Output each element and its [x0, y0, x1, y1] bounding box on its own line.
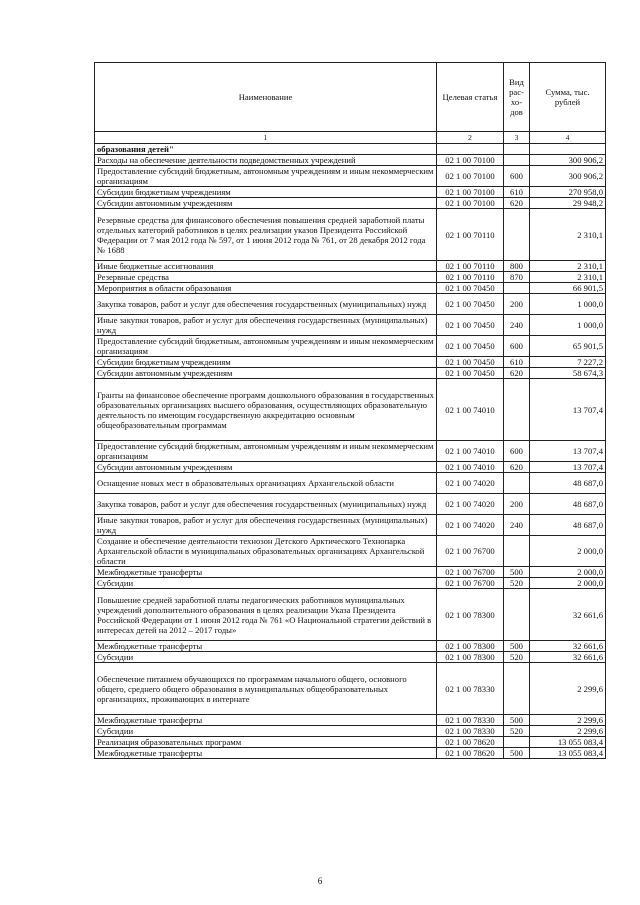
row-sum-cell: 58 674,3 — [530, 368, 606, 379]
row-sum-cell: 13 707,4 — [530, 379, 606, 441]
row-kind-cell: 520 — [504, 652, 530, 663]
row-name-cell: Иные бюджетные ассигнования — [95, 261, 437, 272]
row-code-cell — [437, 144, 504, 155]
table-row — [95, 567, 606, 578]
row-code-cell: 02 1 00 76700 — [437, 578, 504, 589]
table-row — [95, 209, 606, 261]
row-code-cell: 02 1 00 70100 — [437, 187, 504, 198]
row-sum-cell: 48 687,0 — [530, 515, 606, 536]
table-row — [95, 536, 606, 567]
row-name-cell: Закупка товаров, работ и услуг для обеспечения государственных (муниципальных) нужд — [95, 494, 437, 515]
row-name-cell: Субсидии автономным учреждениям — [95, 198, 437, 209]
row-kind-cell: 610 — [504, 187, 530, 198]
column-number: 4 — [530, 132, 606, 144]
row-name-cell: Межбюджетные трансферты — [95, 715, 437, 726]
table-row — [95, 336, 606, 357]
row-sum-cell: 48 687,0 — [530, 473, 606, 494]
table-row — [95, 144, 606, 155]
row-name-cell: Резервные средства — [95, 272, 437, 283]
table-row — [95, 473, 606, 494]
row-name-cell: Межбюджетные трансферты — [95, 748, 437, 759]
row-name-cell: Субсидии бюджетным учреждениям — [95, 357, 437, 368]
row-name-cell: Иные закупки товаров, работ и услуг для обеспечения государственных (муниципальных) нужд — [95, 315, 437, 336]
table-row — [95, 187, 606, 198]
table-row — [95, 294, 606, 315]
row-kind-cell: 240 — [504, 315, 530, 336]
row-kind-cell: 600 — [504, 441, 530, 462]
header-code: Целевая статья — [437, 63, 504, 132]
row-name-cell: Межбюджетные трансферты — [95, 641, 437, 652]
table-row — [95, 166, 606, 187]
row-kind-cell — [504, 209, 530, 261]
row-sum-cell: 2 299,6 — [530, 663, 606, 715]
row-code-cell: 02 1 00 70450 — [437, 368, 504, 379]
row-sum-cell: 13 055 083,4 — [530, 737, 606, 748]
table-row — [95, 652, 606, 663]
row-name-cell: Предоставление субсидий бюджетным, автономным учреждениям и иным некоммерческим организациям — [95, 336, 437, 357]
row-code-cell: 02 1 00 74020 — [437, 473, 504, 494]
row-sum-cell: 2 310,1 — [530, 272, 606, 283]
row-sum-cell: 7 227,2 — [530, 357, 606, 368]
row-kind-cell — [504, 379, 530, 441]
row-code-cell: 02 1 00 70450 — [437, 336, 504, 357]
row-kind-cell: 200 — [504, 294, 530, 315]
row-kind-cell: 520 — [504, 578, 530, 589]
row-code-cell: 02 1 00 74010 — [437, 379, 504, 441]
row-kind-cell: 620 — [504, 368, 530, 379]
row-name-cell: Обеспечение питанием обучающихся по программам начального общего, основного общего, среднего общего образования в муниципальных общеобразовательных организациях, проживающих в интернате — [95, 663, 437, 715]
header-name: Наименование — [95, 63, 437, 132]
table-row — [95, 198, 606, 209]
row-name-cell: Закупка товаров, работ и услуг для обеспечения государственных (муниципальных) нужд — [95, 294, 437, 315]
row-name-cell: Повышение средней заработной платы педагогических работников муниципальных учреждений дополнительного образования в целях реализации Указа Президента Российской Федерации от 1 июня 2012 года № 761 «О Национальной стратегии действий в интересах детей на 2012 – 2017 годы» — [95, 589, 437, 641]
row-name-cell: Гранты на финансовое обеспечение программ дошкольного образования в государственных образовательных организациях высшего образования, осуществляющих образовательную деятельность по имеющим государственную аккредитацию основным общеобразовательным программам — [95, 379, 437, 441]
table-row — [95, 589, 606, 641]
row-kind-cell — [504, 737, 530, 748]
row-name-cell: Межбюджетные трансферты — [95, 567, 437, 578]
table-row — [95, 515, 606, 536]
row-kind-cell — [504, 473, 530, 494]
row-sum-cell: 300 906,2 — [530, 155, 606, 166]
row-code-cell: 02 1 00 78300 — [437, 641, 504, 652]
page-number: 6 — [317, 876, 323, 886]
table-row — [95, 726, 606, 737]
table-row — [95, 462, 606, 473]
table-row — [95, 379, 606, 441]
row-name-cell: Оснащение новых мест в образовательных организациях Архангельской области — [95, 473, 437, 494]
table-row — [95, 737, 606, 748]
row-kind-cell: 240 — [504, 515, 530, 536]
row-name-cell: Субсидии — [95, 652, 437, 663]
table-row — [95, 357, 606, 368]
row-name-cell: Реализация образовательных программ — [95, 737, 437, 748]
row-kind-cell — [504, 536, 530, 567]
row-name-cell: образования детей" — [95, 144, 437, 155]
row-kind-cell: 620 — [504, 198, 530, 209]
row-sum-cell: 2 000,0 — [530, 578, 606, 589]
row-kind-cell — [504, 283, 530, 294]
row-code-cell: 02 1 00 70100 — [437, 198, 504, 209]
row-name-cell: Предоставление субсидий бюджетным, автономным учреждениям и иным некоммерческим организациям — [95, 441, 437, 462]
table-body — [95, 144, 606, 759]
table-row — [95, 441, 606, 462]
row-code-cell: 02 1 00 78300 — [437, 652, 504, 663]
row-kind-cell — [504, 663, 530, 715]
row-code-cell: 02 1 00 70110 — [437, 272, 504, 283]
row-code-cell: 02 1 00 76700 — [437, 536, 504, 567]
row-sum-cell: 32 661,6 — [530, 641, 606, 652]
table-row — [95, 715, 606, 726]
table-row — [95, 494, 606, 515]
row-kind-cell — [504, 144, 530, 155]
row-name-cell: Мероприятия в области образования — [95, 283, 437, 294]
row-code-cell: 02 1 00 70100 — [437, 166, 504, 187]
table-row — [95, 368, 606, 379]
row-sum-cell: 270 958,0 — [530, 187, 606, 198]
row-kind-cell: 800 — [504, 261, 530, 272]
row-sum-cell: 13 055 083,4 — [530, 748, 606, 759]
row-sum-cell: 2 000,0 — [530, 567, 606, 578]
row-sum-cell: 29 948,2 — [530, 198, 606, 209]
row-code-cell: 02 1 00 70450 — [437, 357, 504, 368]
row-kind-cell: 600 — [504, 336, 530, 357]
budget-table — [94, 62, 606, 759]
table-row — [95, 261, 606, 272]
column-number: 2 — [437, 132, 504, 144]
table-row — [95, 663, 606, 715]
row-code-cell: 02 1 00 74020 — [437, 494, 504, 515]
row-sum-cell: 2 310,1 — [530, 261, 606, 272]
table-row — [95, 283, 606, 294]
table-row — [95, 578, 606, 589]
row-sum-cell: 2 299,6 — [530, 726, 606, 737]
row-sum-cell — [530, 144, 606, 155]
row-sum-cell: 13 707,4 — [530, 441, 606, 462]
table-row — [95, 315, 606, 336]
row-code-cell: 02 1 00 74010 — [437, 441, 504, 462]
row-name-cell: Расходы на обеспечение деятельности подведомственных учреждений — [95, 155, 437, 166]
header-sum: Сумма, тыс. рублей — [530, 63, 606, 132]
column-number-row — [95, 132, 606, 144]
row-kind-cell: 200 — [504, 494, 530, 515]
table-row — [95, 155, 606, 166]
row-kind-cell: 500 — [504, 715, 530, 726]
row-code-cell: 02 1 00 70110 — [437, 261, 504, 272]
row-code-cell: 02 1 00 74010 — [437, 462, 504, 473]
row-sum-cell: 1 000,0 — [530, 294, 606, 315]
row-code-cell: 02 1 00 78620 — [437, 748, 504, 759]
row-kind-cell: 500 — [504, 641, 530, 652]
row-sum-cell: 2 299,6 — [530, 715, 606, 726]
row-code-cell: 02 1 00 78330 — [437, 663, 504, 715]
row-code-cell: 02 1 00 70450 — [437, 294, 504, 315]
row-code-cell: 02 1 00 76700 — [437, 567, 504, 578]
row-sum-cell: 2 000,0 — [530, 536, 606, 567]
table-row — [95, 272, 606, 283]
row-sum-cell: 66 901,5 — [530, 283, 606, 294]
row-code-cell: 02 1 00 78620 — [437, 737, 504, 748]
row-sum-cell: 300 906,2 — [530, 166, 606, 187]
row-code-cell: 02 1 00 78330 — [437, 726, 504, 737]
row-code-cell: 02 1 00 74020 — [437, 515, 504, 536]
row-code-cell: 02 1 00 70110 — [437, 209, 504, 261]
header-kind: Вид рас-хо-дов — [504, 63, 530, 132]
table-row — [95, 748, 606, 759]
row-kind-cell — [504, 155, 530, 166]
row-name-cell: Субсидии автономным учреждениям — [95, 462, 437, 473]
row-name-cell: Создание и обеспечение деятельности технозон Детского Арктического Технопарка Архангельской области в муниципальных образовательных организациях Архангельской области — [95, 536, 437, 567]
row-name-cell: Резервные средства для финансового обеспечения повышения средней заработной платы отдельных категорий работников в целях реализации указов Президента Российской Федерации от 7 мая 2012 года № 597, от 1 июня 2012 года № 761, от 28 декабря 2012 года № 1688 — [95, 209, 437, 261]
row-kind-cell — [504, 589, 530, 641]
row-sum-cell: 65 901,5 — [530, 336, 606, 357]
row-kind-cell: 520 — [504, 726, 530, 737]
row-sum-cell: 13 707,4 — [530, 462, 606, 473]
column-number: 1 — [95, 132, 437, 144]
row-sum-cell: 1 000,0 — [530, 315, 606, 336]
row-kind-cell: 600 — [504, 166, 530, 187]
row-code-cell: 02 1 00 78300 — [437, 589, 504, 641]
row-kind-cell: 620 — [504, 462, 530, 473]
row-kind-cell: 610 — [504, 357, 530, 368]
row-name-cell: Субсидии бюджетным учреждениям — [95, 187, 437, 198]
row-sum-cell: 32 661,6 — [530, 589, 606, 641]
row-name-cell: Предоставление субсидий бюджетным, автономным учреждениям и иным некоммерческим организациям — [95, 166, 437, 187]
row-kind-cell: 870 — [504, 272, 530, 283]
row-name-cell: Субсидии — [95, 578, 437, 589]
row-sum-cell: 48 687,0 — [530, 494, 606, 515]
column-number: 3 — [504, 132, 530, 144]
row-sum-cell: 32 661,6 — [530, 652, 606, 663]
row-sum-cell: 2 310,1 — [530, 209, 606, 261]
row-name-cell: Субсидии автономным учреждениям — [95, 368, 437, 379]
row-code-cell: 02 1 00 70450 — [437, 283, 504, 294]
row-name-cell: Иные закупки товаров, работ и услуг для обеспечения государственных (муниципальных) нужд — [95, 515, 437, 536]
row-kind-cell: 500 — [504, 567, 530, 578]
row-code-cell: 02 1 00 78330 — [437, 715, 504, 726]
row-name-cell: Субсидии — [95, 726, 437, 737]
row-code-cell: 02 1 00 70450 — [437, 315, 504, 336]
table-row — [95, 641, 606, 652]
row-code-cell: 02 1 00 70100 — [437, 155, 504, 166]
table-header — [95, 63, 606, 144]
row-kind-cell: 500 — [504, 748, 530, 759]
